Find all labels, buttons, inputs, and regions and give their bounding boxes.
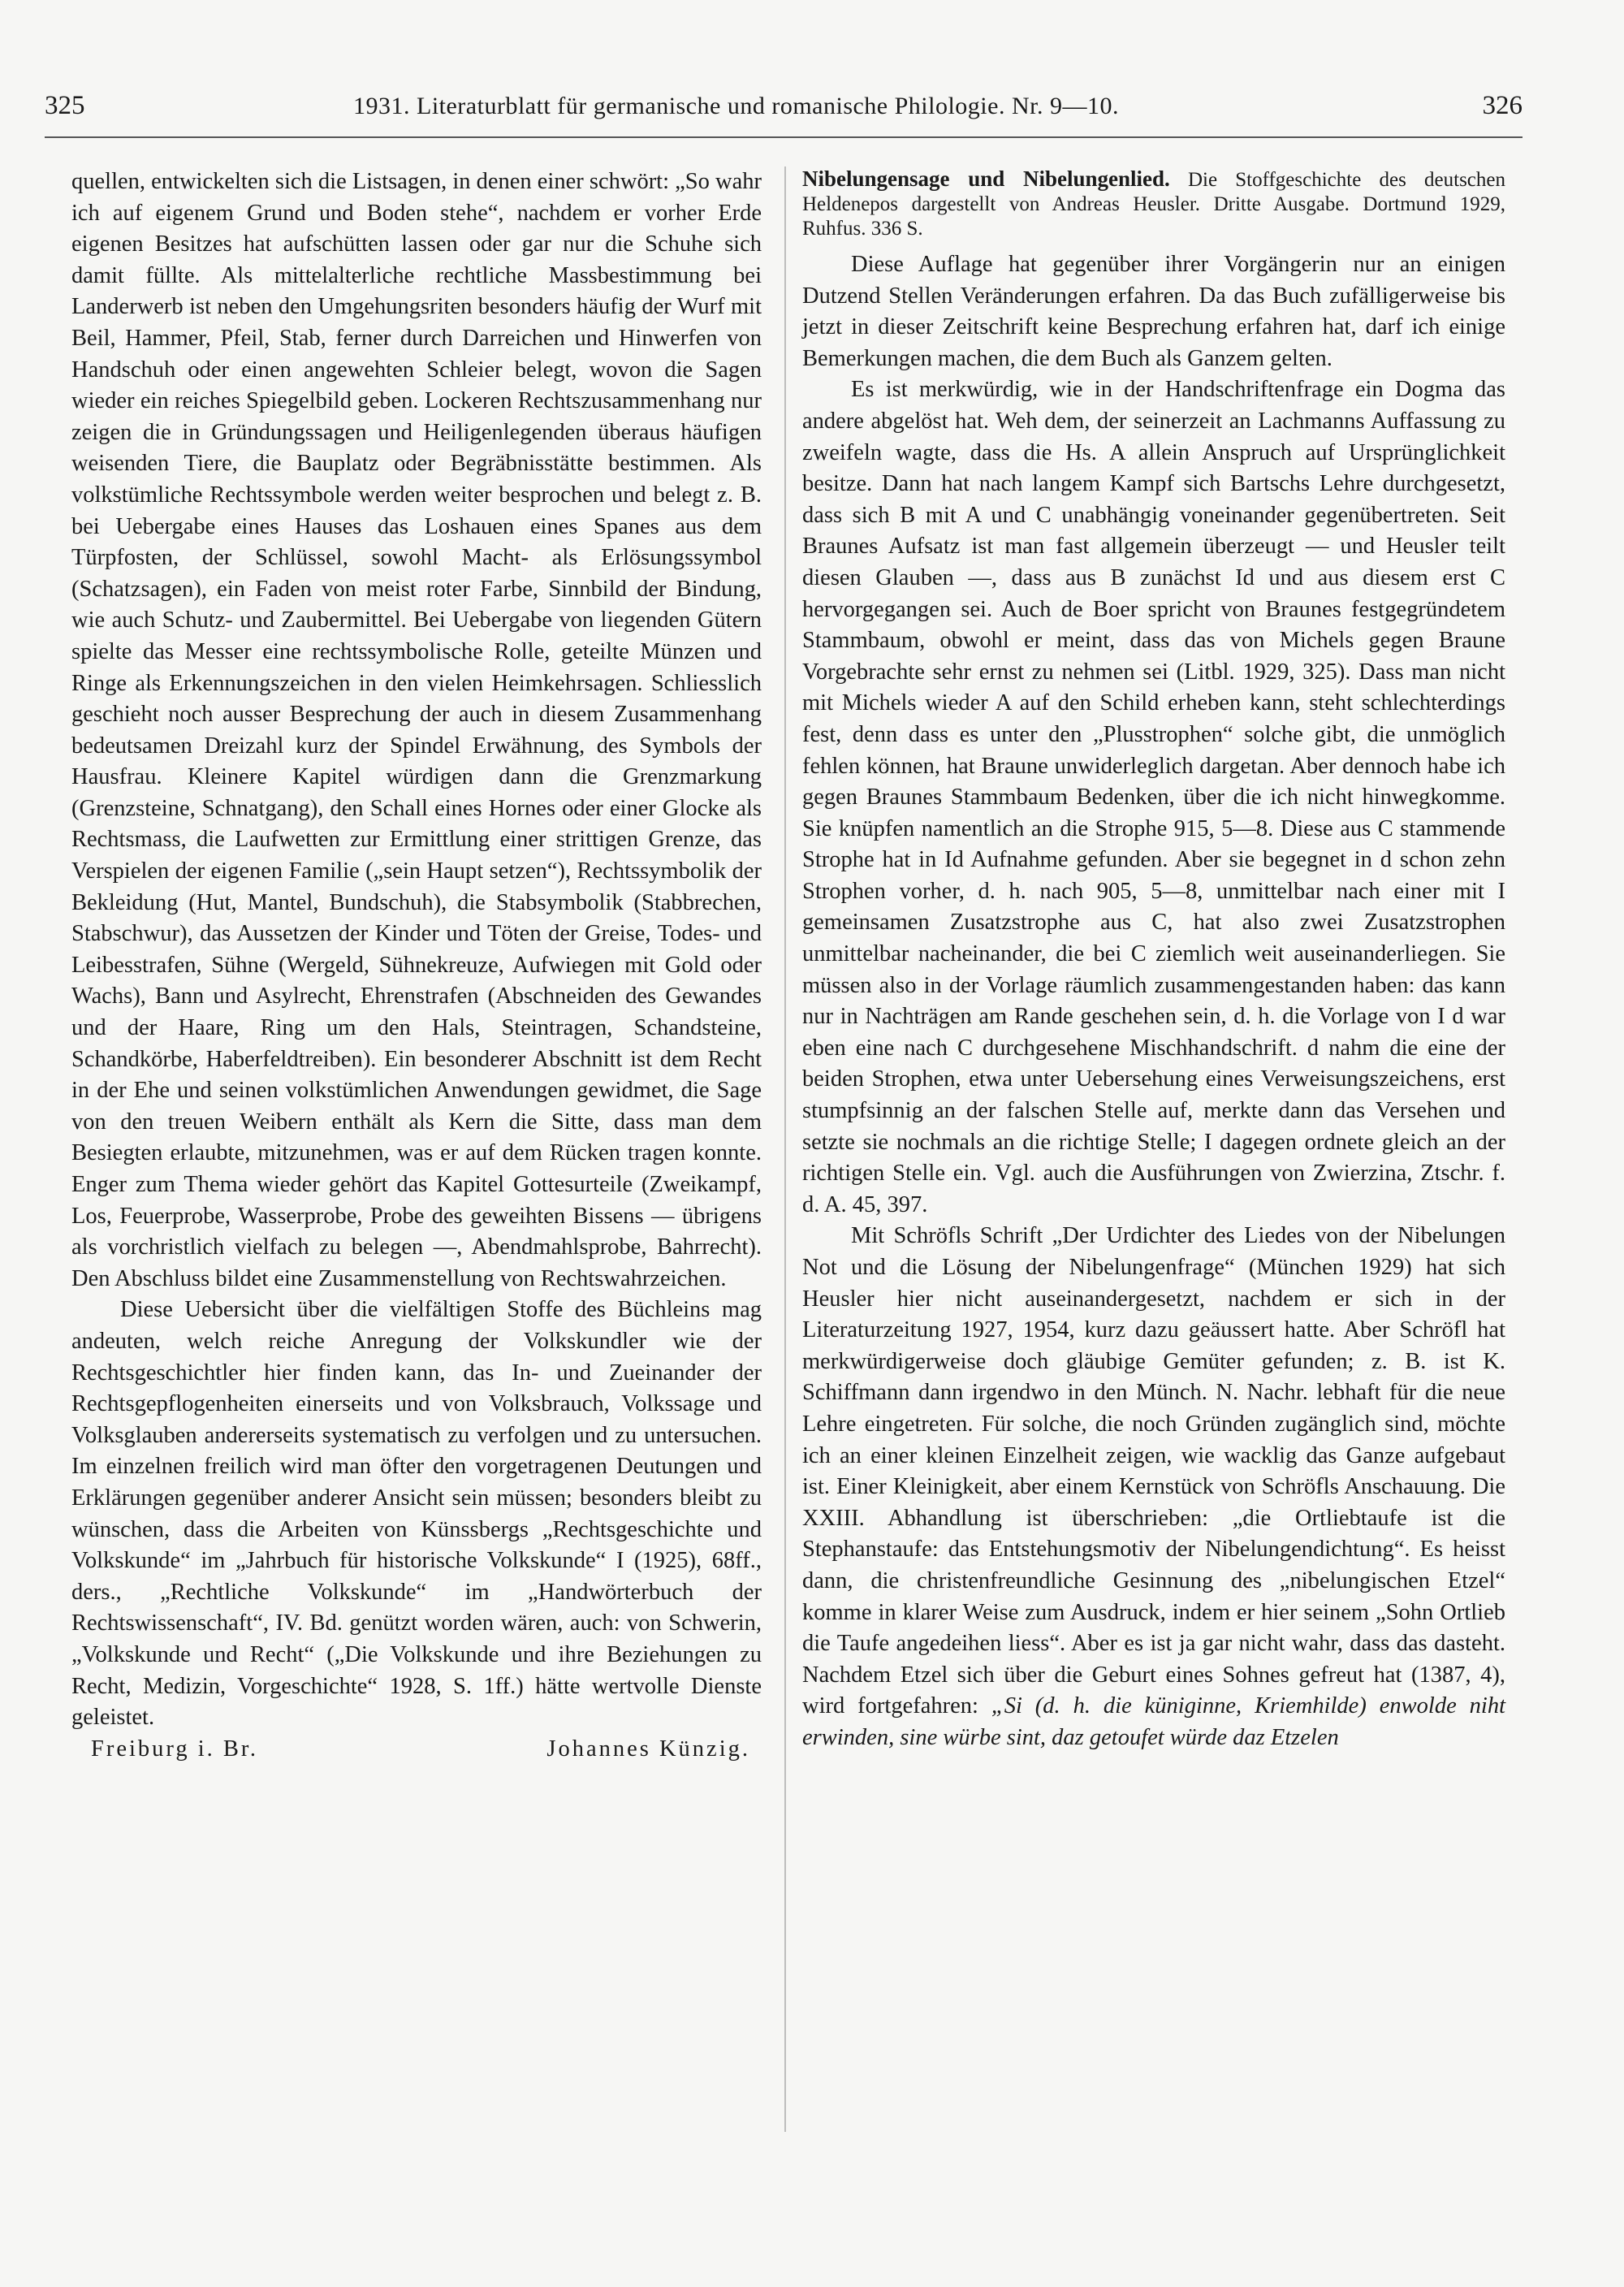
paragraph-text: Mit Schröfls Schrift „Der Urdichter des Liedes von der Nibelungen Not und die Lösung der Nibelungenfrage“ (München 1929) hat sich Heusler hier nicht auseinandergesetzt, nachdem er sich in der Literaturzeitung 1927, 1954, kurz dazu geäussert hatte. Aber Schröfl hat merkwürdigerweise doch gläubige Gemüter gefunden; z. B. ist K. Schiffmann dann irgendwo in den Münch. N. Nachr. lebhaft für die neue Lehre eingetreten. Für solche, die noch Gründen zugänglich sind, möchte ich an einer kleinen Einzelheit zeigen, wie wacklig das Ganze aufgebaut ist. Einer Kleinigkeit, aber einem Kernstück von Schröfls Anschauung. Die XXIII. Abhandlung ist überschrieben: „die Ortliebtaufe ist die Stephanstaufe: das Entstehungsmotiv der Nibelungendichtung“. Es heisst dann, die christenfreundliche Gesinnung des „nibelungischen Etzel“ komme in klarer Weise zum Ausdruck, indem er hier seinem „Sohn Ortlieb die Taufe angedeihen liess“. Aber es ist ja gar nicht wahr, dass das dasteht. Nachdem Etzel sich über die Geburt eines Sohnes gefreut hat (1387, 4), wird fortgefahren: — [802, 1223, 1505, 1719]
paragraph: Diese Auflage hat gegenüber ihrer Vorgängerin nur an einigen Dutzend Stellen Veränderungen erfahren. Da das Buch zufälligerweise bis jetzt in dieser Zeitschrift keine Besprechung erfahren hat, darf ich einige Bemerkungen machen, die dem Buch als Ganzem gelten. — [802, 252, 1505, 371]
signature-author: Johannes Künzig. — [546, 1736, 750, 1762]
column-divider — [784, 166, 786, 2132]
paragraph: Diese Uebersicht über die vielfältigen Stoffe des Büchleins mag andeuten, welch reiche Anregung der Volkskundler wie der Rechtsgeschichtler hier finden kann, das In- und Zueinander der Rechtsgepflogenheiten einerseits und von Volksbrauch, Volkssage und Volksglauben andererseits systematisch zu verfolgen und zu untersuchen. Im einzelnen freilich wird man öfter den vorgetragenen Deutungen und Erklärungen gegenüber anderer Ansicht sein müssen; besonders bleibt zu wünschen, dass die Arbeiten von Künssbergs „Rechtsgeschichte und Volkskunde“ im „Jahrbuch für historische Volkskunde“ I (1925), 68ff., ders., „Rechtliche Volkskunde“ im „Handwörterbuch der Rechtswissenschaft“, IV. Bd. genützt worden wären, auch: von Schwerin, „Volkskunde und Recht“ („Die Volkskunde und ihre Beziehungen zu Recht, Medizin, Vorgeschichte“ 1928, S. 1ff.) hätte wertvolle Dienste geleistet. — [71, 1297, 762, 1731]
signature-place: Freiburg i. Br. — [91, 1736, 258, 1762]
header-rule — [45, 136, 1522, 138]
signature — [71, 1734, 762, 1766]
running-header — [45, 91, 1522, 132]
review-heading — [802, 166, 1505, 241]
paragraph: Es ist merkwürdig, wie in der Handschriftenfrage ein Dogma das andere abgelöst hat. Weh dem, der seinerzeit an Lachmanns Auffassung zu zweifeln wagte, dass die Hs. A allein Anspruch auf Ursprünglichkeit besitze. Dann hat nach langem Kampf sich Bartschs Lehre durchgesetzt, dass sich B mit A und C unabhängig voneinander gegenübertreten. Seit Braunes Aufsatz ist man fast allgemein überzeugt — und Heusler teilt diesen Glauben —, dass aus B zunächst Id und aus diesem erst C hervorgegangen sei. Auch de Boer spricht von Braunes festgegründetem Stammbaum, obwohl er meint, dass das von Michels gegen Braune Vorgebrachte sehr ernst zu nehmen sei (Litbl. 1929, 325). Dass man nicht mit Michels wieder A auf den Schild erheben kann, steht schlechterdings fest, denn dass es unter den „Plusstrophen“ solche gibt, die unmöglich fehlen können, hat Braune unwiderleglich dargetan. Aber dennoch habe ich gegen Braunes Stammbaum Bedenken, über die ich nicht hinwegkomme. Sie knüpfen namentlich an die Strophe 915, 5—8. Diese aus C stammende Strophe hat in Id Aufnahme gefunden. Aber sie begegnet in d schon zehn Strophen vorher, d. h. nach 905, 5—8, unmittelbar nach einer mit I gemeinsamen Zusatzstrophe aus C, hat also zwei Zusatzstrophen unmittelbar nacheinander, die bei C ziemlich weit auseinanderliegen. Sie müssen also in der Vorlage räumlich zusammengestanden haben: das kann nur in Nachträgen am Rande geschehen sein, d. h. die Vorlage von I d war eben eine nach C durchgesehene Mischhandschrift. d nahm die eine der beiden Strophen, etwa unter Uebersehung eines Verweisungszeichens, erst stumpfsinnig an der falschen Stelle auf, merkte dann das Versehen und setzte sie nochmals an die richtige Stelle; I dagegen ordnete gleich an der richtigen Stelle ein. Vgl. auch die Ausführungen von Zwierzina, Ztschr. f. d. A. 45, 397. — [802, 377, 1505, 1217]
page-number-left: 325 — [45, 91, 85, 120]
quotation: „Si (d. h. die küniginne, Kriemhilde) enwolde niht erwinden, sine würbe sint, daz getoufet würde daz Etzelen — [802, 1693, 1505, 1750]
review-title: Nibelungensage und Nibelungenlied. — [802, 166, 1170, 191]
left-column — [71, 166, 762, 2148]
page-number-right: 326 — [1482, 91, 1522, 120]
paragraph: quellen, entwickelten sich die Listsagen, in denen einer schwört: „So wahr ich auf eigenem Grund und Boden stehe“, nachdem er vorher Erde eigenen Besitzes hat aufschütten lassen oder gar nur die Schuhe sich damit füllte. Als mittelalterliche rechtliche Massbestimmung bei Landerwerb ist neben den Umgehungsriten besonders häufig der Wurf mit Beil, Hammer, Pfeil, Stab, ferner durch Darreichen und Hinwerfen von Handschuh oder einen angewehten Schleier belegt, wovon die Sagen wieder ein reiches Spiegelbild geben. Lockeren Rechtszusammenhang nur zeigen die in Gründungssagen und Heiligenlegenden überaus häufigen weisenden Tiere, die Bauplatz oder Begräbnisstätte bestimmen. Als volkstümliche Rechtssymbole werden weiter besprochen und belegt z. B. bei Uebergabe eines Hauses das Loshauen eines Spanes aus dem Türpfosten, der Schlüssel, sowohl Macht- als Erlösungssymbol (Schatzsagen), ein Faden von meist roter Farbe, Sinnbild der Bindung, wie auch Schutz- und Zaubermittel. Bei Uebergabe von liegenden Gütern spielte das Messer eine rechtssymbolische Rolle, geteilte Münzen und Ringe als Erkennungszeichen in den vielen Heimkehrsagen. Schliesslich geschieht noch ausser Besprechung der auch in diesem Zusammenhang bedeutsamen Dreizahl kurz der Spindel Erwähnung, des Symbols der Hausfrau. Kleinere Kapitel würdigen dann die Grenzmarkung (Grenzsteine, Schnatgang), den Schall eines Hornes oder einer Glocke als Rechtsmass, die Laufwetten zur Ermittlung einer strittigen Grenze, das Verspielen der eigenen Familie („sein Haupt setzen“), Rechtssymbolik der Bekleidung (Hut, Mantel, Bundschuh), die Stabsymbolik (Stabbrechen, Stabschwur), das Aussetzen der Kinder und Töten der Greise, Todes- und Leibesstrafen, Sühne (Wergeld, Sühnekreuze, Aufwiegen mit Gold oder Wachs), Bann und Asylrecht, Ehrenstrafen (Abschneiden des Gewandes und der Haare, Ring um den Hals, Steintragen, Schandsteine, Schandkörbe, Haberfeldtreiben). Ein besonderer Abschnitt ist dem Recht in der Ehe und seinen volkstümlichen Anwendungen gewidmet, die Sage von den treuen Weibern enthält als Kern die Sitte, dass man dem Besiegten erlaubte, mitzunehmen, was er auf dem Rücken tragen konnte. Enger zum Thema wieder gehört das Kapitel Gottesurteile (Zweikampf, Los, Feuerprobe, Wasserprobe, Probe des geweihten Bissens — übrigens als vorchristlich vielfach zu belegen —, Abendmahlsprobe, Bahrrecht). Den Abschluss bildet eine Zusammenstellung von Rechtswahrzeichen. — [71, 169, 762, 1291]
review-bibliography: Die Stoffgeschichte des deutschen Heldenepos dargestellt von Andreas Heusler. Dritte Ausgabe. Dortmund 1929, Ruhfus. 336 S. — [802, 169, 1505, 240]
journal-title: 1931. Literaturblatt für germanische und romanische Philologie. Nr. 9—10. — [353, 93, 1119, 119]
paragraph — [802, 1221, 1505, 1753]
right-column — [802, 166, 1505, 2148]
